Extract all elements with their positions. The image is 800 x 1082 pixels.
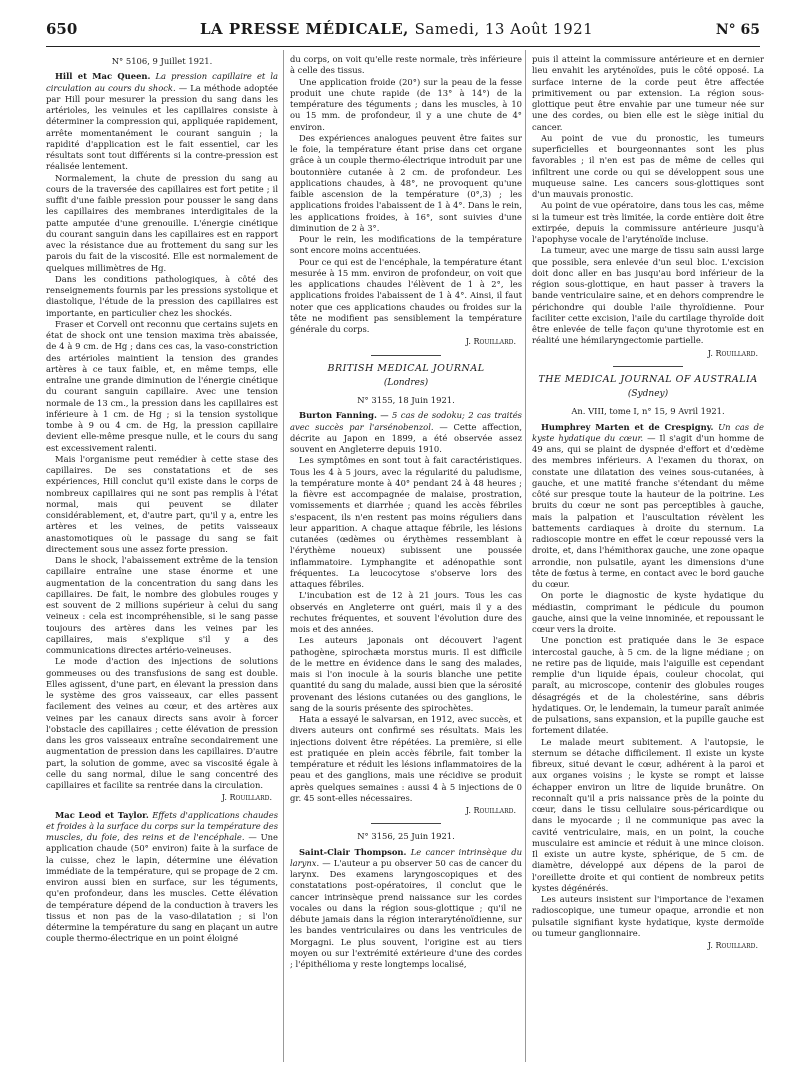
article-authors: Saint-Clair Thompson.	[299, 846, 407, 857]
section-divider	[371, 823, 441, 824]
issue-reference: N° 3155, 18 Juin 1921.	[357, 395, 455, 405]
article-paragraph: Hata a essayé le salvarsan, en 1912, avec succès, et divers auteurs ont confirmé ses résultats. Mais les injections doivent être répétées. La première, si elle est pratiquée en plein accès fébrile, fait tomber la température et réduit les lésions inflammatoires de la peau et des ganglions, mais une récidive se produit après quelques semaines : aussi 4 à 5 injections de 0 gr. 45 sont-elles nécessaires.	[290, 714, 522, 803]
article-paragraph: On porte le diagnostic de kyste hydatique du médiastin, comprimant le pédicule du poumon gauche, ainsi que la veine innominée, et repoussant le cœur vers la droite.	[532, 590, 764, 634]
article-paragraph: Fraser et Corvell ont reconnu que certains sujets en état de shock ont une tension maxima très abaissée, de 4 à 9 cm. de Hg ; dans ces cas, la vaso-constriction des artérioles maintient la tension des grandes artères à ce taux faible, et, en même temps, elle entraîne une grande diminution de l'énergie cinétique du courant sanguin capillaire. Avec une tension normale de 13 cm., la pression dans les capillaires est inférieure à 1 cm. de Hg ; si la tension systolique tombe à 9 ou 4 cm. de Hg, la pression capillaire devient elle-même presque nulle, et le cours du sang est excessivement ralenti.	[46, 318, 278, 453]
signature: J. Rouillard.	[707, 941, 758, 950]
signature: J. Rouillard.	[221, 793, 272, 803]
article-paragraph: Des expériences analogues peuvent être faites sur le foie, la température étant prise dans cet organe grâce à un couple thermo-électrique introduit par une boutonnière cutanée à 2 cm. de profondeur. Les applications chaudes, à 48°, ne provoquent qu'une faible ascension de la température (0°,3) ; les applications froides l'abaissent de 1 à 4°. Dans le rein, les applications froides, à 16°, sont suivies d'une diminution de 2 à 3°.	[290, 132, 522, 233]
article-paragraph	[46, 810, 278, 945]
column-3	[532, 54, 764, 957]
journal-heading: THE MEDICAL JOURNAL OF AUSTRALIA	[538, 373, 758, 385]
issue-reference: N° 5106, 9 Juillet 1921.	[111, 56, 213, 66]
article-paragraph: Dans les conditions pathologiques, à côté des renseignements fournis par les pressions systolique et diastolique, l'étude de la pression des capillaires est importante, en particulier chez les shockés.	[46, 273, 278, 318]
article-paragraph: du corps, on voit qu'elle reste normale, très inférieure à celle des tissus.	[290, 54, 522, 76]
section-divider	[613, 366, 683, 367]
article-paragraph: Normalement, la chute de pression du sang au cours de la traversée des capillaires est fort petite ; il suffit d'une faible pression pour pousser le sang dans les capillaires des membranes interdigitales de la patte amputée d'une grenouille. L'énergie cinétique du courant sanguin dans les capillaires est en rapport avec la résistance due au frottement du sang sur les parois du fait de la viscosité. Elle est normalement de quelques millimètres de Hg.	[46, 172, 278, 273]
article-paragraph: Les auteurs japonais ont découvert l'agent pathogène, spirochæta morstus muris. Il est difficile de le mettre en évidence dans le sang des malades, mais si l'on inocule à la souris blanche une petite quantité du sang du malade, aussi bien que la sérosité provenant des lésions cutanées ou des ganglions, le sang de la souris présente des spirochètes.	[290, 635, 522, 713]
article-authors: Mac Leod et Taylor.	[55, 809, 149, 820]
column-2	[290, 54, 522, 970]
article-paragraph: Dans le shock, l'abaissement extrême de la tension capillaire entraîne une stase énorme et une augmentation de la concentration du sang dans les capillaires. De fait, le nombre des globules rouges y est souvent de 2 millions supérieur à celui du sang veineux : cela est incompréhensible, si le sang passe toujours des artères dans les veines par les capillaires, mais s'explique s'il y a des communications directes artério-veineuses.	[46, 555, 278, 655]
article-paragraph: La tumeur, avec une marge de tissu sain aussi large que possible, sera enlevée d'un seul bloc. L'excision doit donc aller en bas jusqu'au bord inférieur de la région sous-glottique, en haut passer à travers la bande ventriculaire saine, et en dehors comprendre le périchondre qui double l'aile thyroïdienne. Pour faciliter cette excision, l'aile du cartilage thyroïde doit être enlevée de telle façon qu'une thyrotomie est en réalité une hémilaryngectomie partielle.	[532, 245, 764, 346]
signature: J. Rouillard.	[465, 337, 516, 347]
article-authors: Humphrey Marten et de Crespigny.	[541, 421, 714, 432]
article-paragraph	[290, 847, 522, 971]
column-1	[46, 54, 278, 945]
article-text: — Il s'agit d'un homme de 49 ans, qui se plaint de dyspnée d'effort et d'œdème des membres inférieurs. A l'examen du thorax, on constate une dilatation des veines sous-cutanées, à gauche, et une matité franche s'étendant du même côté sur presque toute la hauteur de la poitrine. Les bruits du cœur ne sont pas perceptibles à gauche, mais la palpation et l'auscultation révèlent les battements cardiaques à droite du sternum. La radioscopie montre en effet le cœur repoussé vers la droite, et, dans l'hémithorax gauche, une zone opaque arrondie, non pulsatile, ayant les dimensions d'une tête de fœtus à terme, en contact avec le bord gauche du cœur.	[532, 432, 765, 589]
article-title: Effets d'applications chaudes et froides à la surface du corps sur la température des muscles, du foie, des reins et de l'encéphale.	[46, 809, 278, 842]
article-paragraph: Les symptômes en sont tout à fait caractéristiques. Tous les 4 à 5 jours, avec la régularité du paludisme, la température monte à 40° pendant 24 à 48 heures ; la fièvre est accompagnée de malaise, prostration, vomissements et diarrhée ; quand les accès fébriles s'espacent, ils n'en restent pas moins réguliers dans leur apparition. A chaque attaque fébrile, les lésions cutanées (œdèmes ou érythèmes ressemblant à l'érythème noueux) subissent une poussée inflammatoire. Lymphangite et adénopathie sont fréquentes. La leucocytose s'observe lors des attaques fébriles.	[290, 455, 522, 589]
article-title: La pression capillaire et la circulation au cours du shock.	[46, 71, 278, 93]
article-paragraph: Pour le rein, les modifications de la température sont encore moins accentuées.	[290, 234, 522, 256]
article-text: — Une application chaude (50° environ) faite à la surface de la cuisse, chez le lapin, détermine une élévation immédiate de la température, qui se propage de 2 cm. environ aussi bien en surface, sur les téguments, qu'en profondeur, dans les muscles. Cette élévation de température dépend de la conduction à travers les tissus et non pas de la vaso-dilatation ; si l'on détermine la température du sang en plaçant un autre couple thermo-électrique en un point éloigné	[46, 832, 279, 944]
article-paragraph: Mais l'organisme peut remédier à cette stase des capillaires. De ses constatations et de ses expériences, Hill conclut qu'il existe dans le corps de nombreux capillaires qui ne sont pas remplis à l'état normal, mais qui peuvent se dilater considérablement, et, d'autre part, qu'il y a, entre les artères et les veines, de petits vaisseaux anastomotiques où le passage du sang se fait directement sous une assez forte pression.	[46, 453, 278, 554]
article-text: — L'auteur a pu observer 50 cas de cancer du larynx. Des examens laryngoscopiques et des constatations post-opératoires, il conclut que le cancer intrinsèque prend naissance sur les cordes vocales ou dans la région sous-glottique ; qu'il ne débute jamais dans la région interaryténoïdienne, sur les bandes ventriculaires ou dans les ventricules de Morgagni. Le plus souvent, l'origine est au tiers moyen ou sur l'extrémité extérieure d'une des cordes ; l'épithélioma y reste longtemps localisé,	[290, 857, 522, 969]
journal-title	[200, 20, 593, 38]
article-paragraph	[532, 422, 764, 591]
article-authors: Hill et Mac Queen.	[55, 71, 151, 82]
article-paragraph: Une application froide (20°) sur la peau de la fesse produit une chute rapide (de 13° à 14°) de la température des téguments ; dans les muscles, à 10 ou 15 mm. de profondeur, il y a une chute de 4° environ.	[290, 76, 522, 132]
article-paragraph: Au point de vue opératoire, dans tous les cas, même si la tumeur est très limitée, la corde entière doit être extirpée, depuis la commissure antérieure jusqu'à l'apophyse vocale de l'aryténoïde incluse.	[532, 200, 764, 244]
article-title: Le cancer intrinsèque du larynx.	[290, 846, 522, 868]
signature: J. Rouillard.	[707, 348, 758, 358]
page-header	[46, 20, 760, 47]
issue-number: N° 65	[715, 22, 760, 38]
article-title: Un cas de kyste hydatique du cœur.	[532, 421, 765, 443]
article-paragraph: Le mode d'action des injections de solutions gommeuses ou des transfusions de sang est double. Elles agissent, d'une part, en élevant la pression dans le système des gros vaisseaux, car elles passent facilement des veines au cœur, et des artères aux veines par les canaux directs sans avoir à forcer l'obstacle des capillaires ; cette élévation de pression dans les gros vaisseaux entraîne secondairement une augmentation de pression dans les capillaires. D'autre part, la solution de gomme, avec sa viscosité égale à celle du sang normal, dilue le sang concentré des capillaires et facilite sa rentrée dans la circulation.	[46, 656, 278, 790]
signature: J. Rouillard.	[465, 806, 516, 815]
article-paragraph: L'incubation est de 12 à 21 jours. Tous les cas observés en Angleterre ont guéri, mais il y a des rechutes fréquentes, et souvent l'évolution dure des mois et des années.	[290, 590, 522, 634]
article-paragraph	[290, 410, 522, 455]
section-divider	[371, 355, 441, 356]
article-text: — La méthode adoptée par Hill pour mesurer la pression du sang dans les artérioles, les veinules et les capillaires consiste à déterminer la compression qui, appliquée rapidement, arrête momentanément le courant sanguin ; la rapidité d'application est le fait essentiel, car les résultats sont tout différents si la contre-pression est réalisée lentement.	[46, 82, 278, 172]
article-text: — Cette affection, décrite au Japon en 1899, a été observée assez souvent en Angleterre depuis 1910.	[290, 421, 523, 454]
journal-place: (Londres)	[383, 377, 429, 388]
page-number: 650	[46, 20, 78, 38]
journal-heading: BRITISH MEDICAL JOURNAL	[327, 362, 485, 374]
journal-place: (Sydney)	[627, 389, 669, 399]
article-paragraph	[46, 71, 278, 172]
article-authors: Burton Fanning.	[299, 410, 377, 421]
article-paragraph: Le malade meurt subitement. A l'autopsie, le sternum se détache difficilement. Il existe un kyste fibreux, situé devant le cœur, adhérent à la paroi et aux organes voisins ; le kyste se rompt et laisse échapper environ un litre de liquide brunâtre. On reconnaît qu'il a pris naissance près de la pointe du cœur, dans le tissu cellulaire sous-péricardique ou dans le myocarde ; il ne communique pas avec la cavité ventriculaire, mais, en un point, la couche musculaire est amincie et réduit à une mince cloison. Il existe un autre kyste, sphérique, de 5 cm. de diamètre, développé aux dépens de la paroi de l'oreillette droite et qui contient de nombreux petits kystes dégénérés.	[532, 736, 764, 893]
journal-name: LA PRESSE MÉDICALE,	[199, 20, 409, 38]
issue-date: Samedi, 13 Août 1921	[414, 20, 594, 38]
article-paragraph: Une ponction est pratiquée dans le 3e espace intercostal gauche, à 5 cm. de la ligne médiane ; on ne retire pas de liquide, mais l'aiguille est cependant remplie d'un liquide épais, couleur chocolat, qui paraît, au microscope, contenir des globules rouges désagrégés et de la cholestérine, sans débris hydatiques. Or, le lendemain, la tumeur paraît animée de pulsations, sans expansion, et la pupille gauche est fortement dilatée.	[532, 635, 764, 736]
issue-reference: N° 3156, 25 Juin 1921.	[357, 831, 455, 842]
article-paragraph: Pour ce qui est de l'encéphale, la température étant mesurée à 15 mm. environ de profondeur, on voit que les applications chaudes l'élèvent de 1 à 2°, les applications froides l'abaissent de 1 à 4°. Ainsi, il faut noter que ces applications chaudes ou froides sur la tête ne modifient pas sensiblement la température générale du corps.	[290, 256, 522, 334]
article-paragraph: puis il atteint la commissure antérieure et en dernier lieu envahit les aryténoïdes, puis le côté opposé. La surface interne de la corde peut être affectée primitivement ou par extension. La région sous-glottique peut être envahie par une tumeur née sur une des cordes, ou bien elle est le siège initial du cancer.	[532, 54, 764, 132]
article-paragraph: Au point de vue du pronostic, les tumeurs superficielles et bourgeonnantes sont les plus favorables ; il n'en est pas de même de celles qui infiltrent une corde ou qui se développent sous une muqueuse saine. Les cancers sous-glottiques sont d'un mauvais pronostic.	[532, 132, 764, 199]
article-paragraph: Les auteurs insistent sur l'importance de l'examen radioscopique, une tumeur opaque, arrondie et non pulsatile signifiant kyste hydatique, kyste dermoïde ou tumeur ganglionnaire.	[532, 894, 764, 938]
column-rule	[525, 50, 526, 1062]
article-title: — 5 cas de sodoku; 2 cas traités avec succès par l'arsénobenzol.	[290, 410, 522, 432]
column-rule	[283, 50, 284, 1062]
issue-reference: An. VIII, tome I, n° 15, 9 Avril 1921.	[571, 406, 725, 417]
